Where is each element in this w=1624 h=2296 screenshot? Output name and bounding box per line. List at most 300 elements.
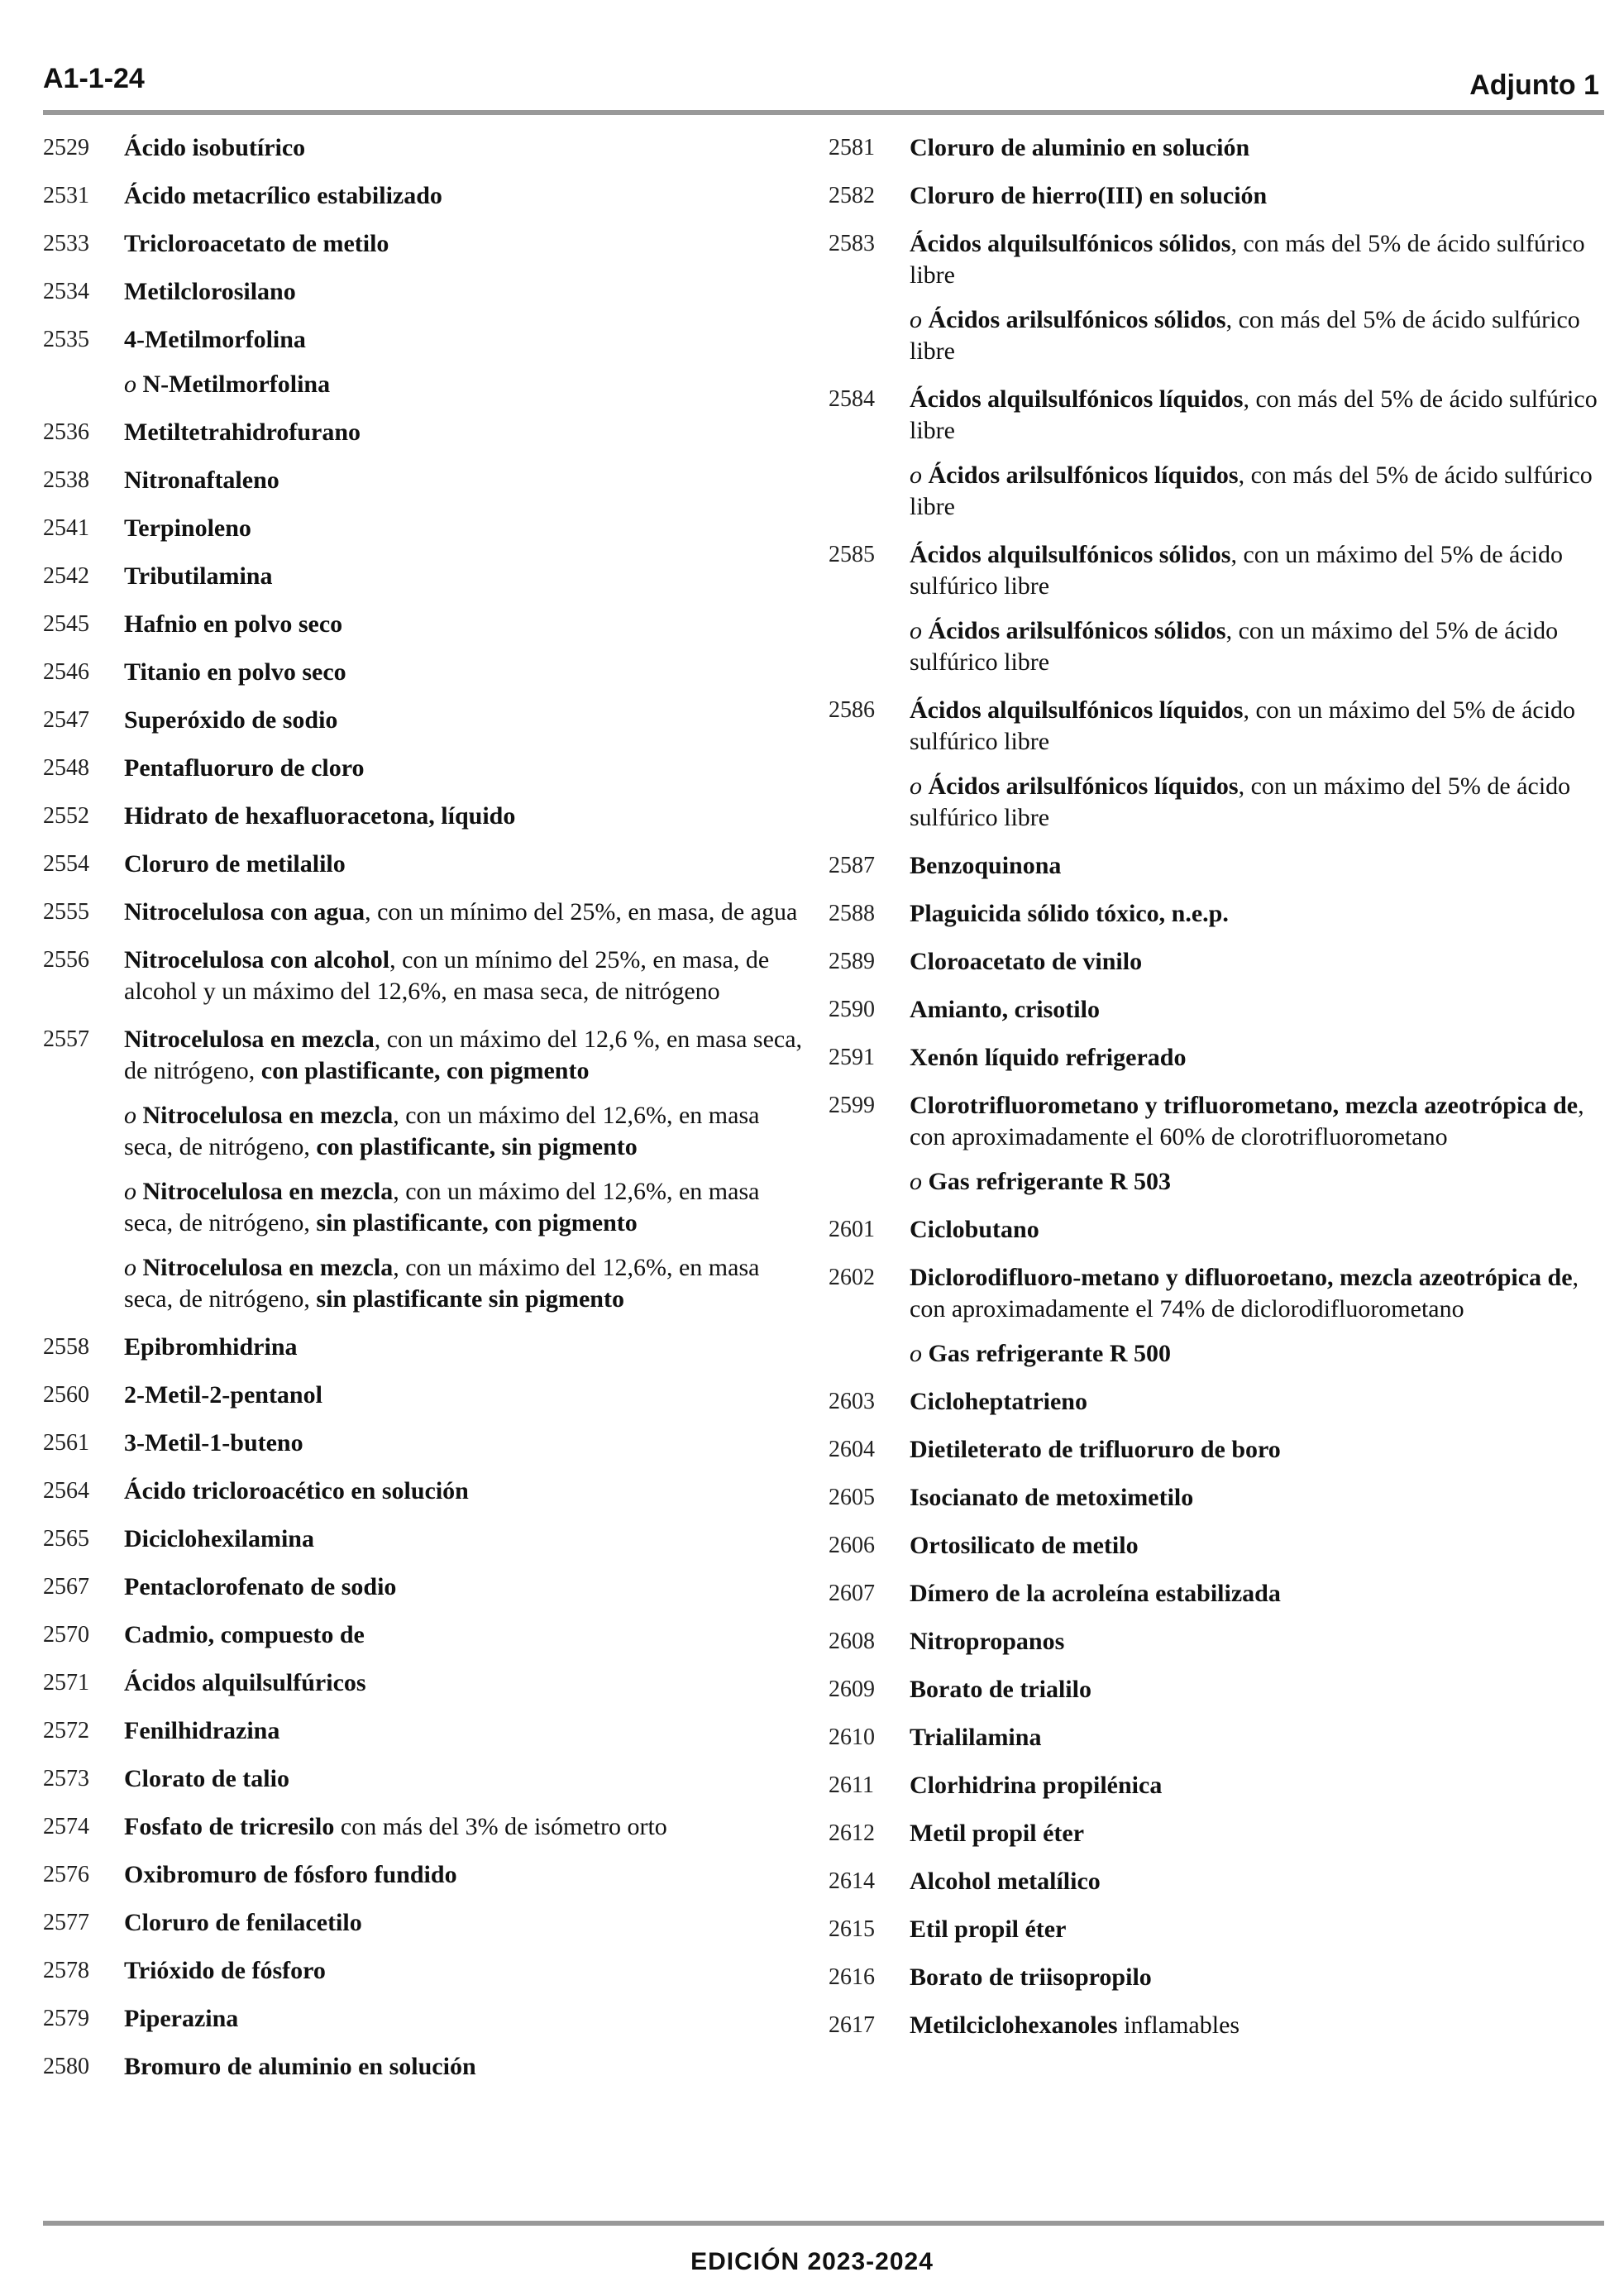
un-entry xyxy=(829,1578,1598,1610)
alt-connector: o xyxy=(124,371,136,398)
un-number xyxy=(829,460,910,523)
substance-name: Benzoquinona xyxy=(910,852,1062,879)
substance-name: Nitrocelulosa en mezcla xyxy=(124,1026,375,1053)
substance-name: Tributilamina xyxy=(124,562,273,590)
substance-name: Dímero de la acroleína estabilizada xyxy=(910,1580,1281,1607)
un-number xyxy=(829,615,910,678)
un-entry xyxy=(43,132,804,164)
substance-name: Oxibromuro de fósforo fundido xyxy=(124,1861,457,1888)
alt-connector: o xyxy=(910,617,922,644)
substance-name: Ácido metacrílico estabilizado xyxy=(124,182,442,209)
un-entry xyxy=(43,1907,804,1939)
un-number: 2601 xyxy=(829,1217,875,1242)
un-number: 2536 xyxy=(43,419,89,445)
un-number: 2561 xyxy=(43,1430,89,1456)
un-entry xyxy=(829,1962,1598,1993)
entry-description xyxy=(910,1626,1598,1657)
substance-name: Pentafluoruro de cloro xyxy=(124,754,365,782)
substance-name: Metilclorosilano xyxy=(124,278,296,305)
un-entry xyxy=(43,228,804,260)
alternate-name-entry xyxy=(43,1252,804,1315)
un-number: 2591 xyxy=(829,1045,875,1070)
un-entry xyxy=(829,1914,1598,1945)
alternate-name-entry xyxy=(43,1176,804,1239)
entry-description xyxy=(910,1214,1598,1246)
un-entry xyxy=(43,945,804,1007)
substance-name: Superóxido de sodio xyxy=(124,706,338,734)
un-number: 2616 xyxy=(829,1964,875,1990)
un-entry xyxy=(829,1722,1598,1753)
alt-connector: o xyxy=(124,1102,136,1129)
substance-name: Pentaclorofenato de sodio xyxy=(124,1573,397,1600)
entry-description xyxy=(124,897,804,928)
substance-name: Alcohol metalílico xyxy=(910,1868,1101,1895)
entry-description xyxy=(910,1042,1598,1074)
substance-name: Borato de trialilo xyxy=(910,1676,1091,1703)
un-entry xyxy=(43,324,804,356)
substance-name: Ácidos arilsulfónicos sólidos xyxy=(928,306,1226,333)
substance-name: Ortosilicato de metilo xyxy=(910,1532,1139,1559)
un-number: 2578 xyxy=(43,1958,89,1983)
un-number xyxy=(43,1176,124,1239)
entry-description xyxy=(124,1763,804,1795)
un-number: 2558 xyxy=(43,1334,89,1360)
un-number xyxy=(43,1252,124,1315)
substance-name: Ácido tricloroacético en solución xyxy=(124,1477,469,1504)
substance-variant: sin plastificante, con pigmento xyxy=(316,1209,638,1236)
un-number: 2590 xyxy=(829,997,875,1022)
entry-description xyxy=(124,705,804,736)
un-entry xyxy=(43,1763,804,1795)
un-number: 2533 xyxy=(43,231,89,256)
entry-description xyxy=(124,417,804,448)
substance-name: Ácidos alquilsulfónicos sólidos xyxy=(910,541,1231,568)
un-number: 2612 xyxy=(829,1820,875,1846)
entry-description xyxy=(124,1332,804,1363)
entry-description xyxy=(910,898,1598,930)
substance-qualifier: , con más del 5% de ácido sulfúrico libre xyxy=(910,306,1580,365)
substance-qualifier: , con más del 5% de ácido sulfúrico libre xyxy=(910,230,1585,289)
un-number: 2538 xyxy=(43,467,89,493)
un-entry xyxy=(829,132,1598,164)
entry-description xyxy=(910,539,1598,602)
un-entry xyxy=(43,609,804,640)
entry-description xyxy=(124,1523,804,1555)
entry-description xyxy=(124,132,804,164)
un-number: 2554 xyxy=(43,851,89,877)
alternate-name-entry xyxy=(829,615,1598,678)
un-number: 2585 xyxy=(829,542,875,567)
entry-description xyxy=(124,228,804,260)
substance-name: Ácidos alquilsulfónicos líquidos xyxy=(910,696,1244,724)
un-entry xyxy=(43,849,804,880)
un-entry xyxy=(43,417,804,448)
un-number: 2584 xyxy=(829,386,875,412)
entry-description xyxy=(910,1578,1598,1610)
un-entry xyxy=(829,1818,1598,1849)
alternate-name-entry xyxy=(43,369,804,400)
entry-description xyxy=(910,1482,1598,1514)
un-number: 2580 xyxy=(43,2054,89,2079)
substance-qualifier: , con más del 5% de ácido sulfúrico libre xyxy=(910,385,1598,444)
entry-description xyxy=(910,1770,1598,1801)
un-number: 2609 xyxy=(829,1677,875,1702)
un-number: 2603 xyxy=(829,1389,875,1414)
un-entry xyxy=(829,1090,1598,1153)
entry-description xyxy=(124,1907,804,1939)
substance-qualifier: , con aproximadamente el 60% de clorotrifluorometano xyxy=(910,1092,1584,1150)
entry-description xyxy=(124,2051,804,2083)
un-number: 2599 xyxy=(829,1093,875,1118)
substance-name: Trióxido de fósforo xyxy=(124,1957,326,1984)
substance-name: 2-Metil-2-pentanol xyxy=(124,1381,322,1409)
entry-description xyxy=(910,1866,1598,1897)
un-number: 2573 xyxy=(43,1766,89,1791)
entry-description xyxy=(124,849,804,880)
entry-description xyxy=(910,1262,1598,1325)
un-number xyxy=(829,771,910,834)
substance-name: Cloroacetato de vinilo xyxy=(910,948,1143,975)
un-number: 2579 xyxy=(43,2006,89,2031)
un-entry xyxy=(829,1482,1598,1514)
entry-description xyxy=(910,1914,1598,1945)
substance-name: Nitrocelulosa con alcohol xyxy=(124,946,390,973)
un-entry xyxy=(43,1859,804,1891)
un-entry xyxy=(43,897,804,928)
un-number: 2542 xyxy=(43,563,89,589)
un-number: 2614 xyxy=(829,1868,875,1894)
left-column xyxy=(43,132,804,2099)
un-number: 2555 xyxy=(43,899,89,925)
alt-connector: o xyxy=(124,1178,136,1205)
entry-description xyxy=(124,1571,804,1603)
entry-description xyxy=(910,1434,1598,1466)
entry-description xyxy=(910,384,1598,447)
un-number: 2531 xyxy=(43,183,89,208)
un-number xyxy=(43,1100,124,1163)
entry-description xyxy=(124,180,804,212)
un-number: 2589 xyxy=(829,949,875,974)
substance-name: Piperazina xyxy=(124,2005,239,2032)
entry-description xyxy=(910,1166,1598,1198)
substance-name: Fosfato de tricresilo xyxy=(124,1813,335,1840)
footer-divider xyxy=(43,2221,1604,2226)
entry-description xyxy=(910,1722,1598,1753)
substance-name: Dietileterato de trifluoruro de boro xyxy=(910,1436,1281,1463)
substance-name: Cloruro de aluminio en solución xyxy=(910,134,1250,161)
substance-name: 3-Metil-1-buteno xyxy=(124,1429,303,1457)
entry-description xyxy=(124,609,804,640)
substance-name: Titanio en polvo seco xyxy=(124,658,346,686)
substance-name: Bromuro de aluminio en solución xyxy=(124,2053,476,2080)
substance-qualifier: , con un mínimo del 25%, en masa, de alcohol y un máximo del 12,6%, en masa seca, de nitrógeno xyxy=(124,946,770,1005)
un-entry xyxy=(43,180,804,212)
entry-description xyxy=(910,695,1598,758)
substance-name: Metiltetrahidrofurano xyxy=(124,419,361,446)
substance-name: Metilciclohexanoles xyxy=(910,2011,1118,2039)
alternate-name-entry xyxy=(43,1100,804,1163)
un-number xyxy=(829,1166,910,1198)
substance-name: Ácidos alquilsulfónicos líquidos xyxy=(910,385,1244,413)
substance-name: Nitrocelulosa en mezcla xyxy=(142,1102,394,1129)
edition-footer: EDICIÓN 2023-2024 xyxy=(690,2248,934,2275)
entry-description xyxy=(124,561,804,592)
un-entry xyxy=(43,801,804,832)
substance-name: Cadmio, compuesto de xyxy=(124,1621,365,1648)
entry-description xyxy=(910,228,1598,291)
substance-qualifier: , con aproximadamente el 74% de diclorodifluorometano xyxy=(910,1264,1579,1323)
entry-description xyxy=(124,1619,804,1651)
un-number: 2545 xyxy=(43,611,89,637)
entry-description xyxy=(910,615,1598,678)
page-code: A1-1-24 xyxy=(43,63,145,94)
un-entry xyxy=(43,465,804,496)
un-entry xyxy=(43,1667,804,1699)
alt-connector: o xyxy=(910,462,922,489)
entry-description xyxy=(910,460,1598,523)
substance-name: 4-Metilmorfolina xyxy=(124,326,306,353)
entry-description xyxy=(124,1811,804,1843)
un-number: 2607 xyxy=(829,1581,875,1606)
header-divider xyxy=(43,110,1604,115)
un-number: 2541 xyxy=(43,515,89,541)
entry-description xyxy=(124,1176,804,1239)
entry-description xyxy=(910,1530,1598,1562)
un-entry xyxy=(829,1214,1598,1246)
un-number: 2617 xyxy=(829,2012,875,2038)
un-entry xyxy=(829,1626,1598,1657)
un-entry xyxy=(43,2051,804,2083)
substance-name: Terpinoleno xyxy=(124,514,251,542)
un-number: 2587 xyxy=(829,853,875,878)
substance-name: Clorato de talio xyxy=(124,1765,289,1792)
un-number: 2605 xyxy=(829,1485,875,1510)
un-number: 2571 xyxy=(43,1670,89,1696)
substance-name: Hidrato de hexafluoracetona, líquido xyxy=(124,802,516,830)
un-entry xyxy=(829,850,1598,882)
un-entry xyxy=(43,513,804,544)
entry-description xyxy=(124,465,804,496)
un-entry xyxy=(43,705,804,736)
substance-name: Amianto, crisotilo xyxy=(910,996,1100,1023)
entry-description xyxy=(124,1667,804,1699)
entry-description xyxy=(124,801,804,832)
un-entry xyxy=(829,1770,1598,1801)
substance-name: Tricloroacetato de metilo xyxy=(124,230,389,257)
substance-name: Ácidos arilsulfónicos líquidos xyxy=(928,462,1239,489)
attachment-label: Adjunto 1 xyxy=(1469,69,1599,101)
entry-description xyxy=(910,180,1598,212)
substance-name: Nitrocelulosa en mezcla xyxy=(142,1254,394,1281)
substance-qualifier: , con un mínimo del 25%, en masa, de agua xyxy=(365,898,798,926)
entry-description xyxy=(910,994,1598,1026)
entry-description xyxy=(910,1962,1598,1993)
alternate-name-entry xyxy=(829,1338,1598,1370)
un-entry xyxy=(829,228,1598,291)
substance-name: Borato de triisopropilo xyxy=(910,1964,1152,1991)
un-number: 2610 xyxy=(829,1724,875,1750)
entry-description xyxy=(124,1859,804,1891)
right-column xyxy=(829,132,1598,2058)
un-entry xyxy=(829,539,1598,602)
substance-name: Cloruro de metilalilo xyxy=(124,850,346,878)
substance-name: Diciclohexilamina xyxy=(124,1525,314,1552)
un-number: 2576 xyxy=(43,1862,89,1887)
substance-name: Plaguicida sólido tóxico, n.e.p. xyxy=(910,900,1229,927)
substance-qualifier: inflamables xyxy=(1117,2011,1240,2039)
substance-variant: sin plastificante sin pigmento xyxy=(316,1285,624,1313)
entry-description xyxy=(124,1428,804,1459)
un-number: 2602 xyxy=(829,1265,875,1290)
entry-description xyxy=(124,945,804,1007)
un-entry xyxy=(43,1619,804,1651)
entry-description xyxy=(124,1380,804,1411)
un-number xyxy=(829,1338,910,1370)
un-number: 2582 xyxy=(829,183,875,208)
entry-description xyxy=(910,1818,1598,1849)
substance-qualifier: con más del 3% de isómetro orto xyxy=(334,1813,667,1840)
un-number: 2577 xyxy=(43,1910,89,1935)
alt-connector: o xyxy=(910,1340,922,1367)
un-entry xyxy=(43,1955,804,1987)
substance-name: Cicloheptatrieno xyxy=(910,1388,1087,1415)
un-number: 2552 xyxy=(43,803,89,829)
substance-qualifier: , con un máximo del 5% de ácido sulfúrico libre xyxy=(910,541,1564,600)
substance-qualifier: , con un máximo del 12,6%, en masa seca, de nitrógeno, xyxy=(124,1178,760,1236)
un-entry xyxy=(43,1715,804,1747)
entry-description xyxy=(124,753,804,784)
un-number: 2535 xyxy=(43,327,89,352)
un-number: 2564 xyxy=(43,1478,89,1504)
alternate-name-entry xyxy=(829,771,1598,834)
substance-name: Ácidos alquilsulfúricos xyxy=(124,1669,366,1696)
substance-name: Ciclobutano xyxy=(910,1216,1039,1243)
entry-description xyxy=(124,1955,804,1987)
substance-qualifier: , con un máximo del 12,6%, en masa seca, de nitrógeno, xyxy=(124,1254,760,1313)
entry-description xyxy=(910,132,1598,164)
un-entry xyxy=(829,946,1598,978)
un-entry xyxy=(43,1571,804,1603)
alt-connector: o xyxy=(124,1254,136,1281)
un-number: 2529 xyxy=(43,135,89,160)
entry-description xyxy=(124,1252,804,1315)
substance-name: Gas refrigerante R 500 xyxy=(928,1340,1172,1367)
substance-qualifier: , con un máximo del 5% de ácido sulfúrico libre xyxy=(910,696,1576,755)
un-entry xyxy=(43,1024,804,1087)
un-entry xyxy=(829,994,1598,1026)
un-number: 2548 xyxy=(43,755,89,781)
un-number: 2583 xyxy=(829,231,875,256)
un-entry xyxy=(829,1674,1598,1705)
entry-description xyxy=(910,771,1598,834)
substance-name: Clorotrifluorometano y trifluorometano, mezcla azeotrópica de xyxy=(910,1092,1579,1119)
un-number: 2608 xyxy=(829,1629,875,1654)
substance-name: Nitropropanos xyxy=(910,1628,1065,1655)
substance-name: N-Metilmorfolina xyxy=(142,371,331,398)
alt-connector: o xyxy=(910,1168,922,1195)
entry-description xyxy=(124,324,804,356)
un-entry xyxy=(43,1523,804,1555)
substance-name: Ácidos arilsulfónicos líquidos xyxy=(928,773,1239,800)
un-entry xyxy=(829,695,1598,758)
alt-connector: o xyxy=(910,773,922,800)
substance-name: Diclorodifluoro-metano y difluoroetano, mezcla azeotrópica de xyxy=(910,1264,1573,1291)
un-entry xyxy=(829,384,1598,447)
un-entry xyxy=(43,657,804,688)
substance-name: Gas refrigerante R 503 xyxy=(928,1168,1172,1195)
entry-description xyxy=(910,1386,1598,1418)
un-number: 2604 xyxy=(829,1437,875,1462)
entry-description xyxy=(124,1715,804,1747)
un-entry xyxy=(829,1386,1598,1418)
substance-variant: con plastificante, con pigmento xyxy=(260,1057,590,1084)
substance-name: Cloruro de fenilacetilo xyxy=(124,1909,362,1936)
entry-description xyxy=(124,1100,804,1163)
un-number: 2567 xyxy=(43,1574,89,1600)
substance-name: Ácidos alquilsulfónicos sólidos xyxy=(910,230,1231,257)
substance-name: Epibromhidrina xyxy=(124,1333,298,1361)
un-entry xyxy=(43,561,804,592)
un-entry xyxy=(829,1434,1598,1466)
substance-name: Ácidos arilsulfónicos sólidos xyxy=(928,617,1226,644)
substance-name: Ácido isobutírico xyxy=(124,134,306,161)
alt-connector: o xyxy=(910,306,922,333)
substance-qualifier: , con más del 5% de ácido sulfúrico libre xyxy=(910,462,1593,520)
un-number: 2574 xyxy=(43,1814,89,1839)
alternate-name-entry xyxy=(829,460,1598,523)
substance-qualifier: , con un máximo del 12,6 %, en masa seca, de nitrógeno, xyxy=(124,1026,803,1084)
un-number: 2556 xyxy=(43,947,89,973)
substance-name: Trialilamina xyxy=(910,1724,1042,1751)
substance-name: Etil propil éter xyxy=(910,1916,1067,1943)
alternate-name-entry xyxy=(829,1166,1598,1198)
substance-name: Isocianato de metoximetilo xyxy=(910,1484,1194,1511)
entry-description xyxy=(124,657,804,688)
substance-name: Cloruro de hierro(III) en solución xyxy=(910,182,1268,209)
un-number xyxy=(43,369,124,400)
entry-description xyxy=(910,946,1598,978)
un-entry xyxy=(829,2010,1598,2041)
substance-name: Nitronaftaleno xyxy=(124,466,279,494)
un-number: 2611 xyxy=(829,1772,874,1798)
un-entry xyxy=(829,1262,1598,1325)
entry-description xyxy=(910,304,1598,367)
substance-qualifier: , con un máximo del 12,6%, en masa seca, de nitrógeno, xyxy=(124,1102,760,1160)
substance-name: Fenilhidrazina xyxy=(124,1717,280,1744)
un-entry xyxy=(43,1380,804,1411)
substance-name: Metil propil éter xyxy=(910,1820,1085,1847)
entry-description xyxy=(910,850,1598,882)
un-number: 2534 xyxy=(43,279,89,304)
un-entry xyxy=(43,2003,804,2035)
entry-description xyxy=(910,1674,1598,1705)
substance-name: Xenón líquido refrigerado xyxy=(910,1044,1187,1071)
substance-qualifier: , con un máximo del 5% de ácido sulfúrico libre xyxy=(910,617,1559,676)
entry-description xyxy=(910,2010,1598,2041)
un-number xyxy=(829,304,910,367)
entry-description xyxy=(124,513,804,544)
un-entry xyxy=(43,1428,804,1459)
un-entry xyxy=(829,1530,1598,1562)
entry-description xyxy=(124,1476,804,1507)
un-number: 2560 xyxy=(43,1382,89,1408)
un-number: 2586 xyxy=(829,697,875,723)
un-number: 2546 xyxy=(43,659,89,685)
alternate-name-entry xyxy=(829,304,1598,367)
substance-qualifier: , con un máximo del 5% de ácido sulfúrico libre xyxy=(910,773,1571,831)
un-entry xyxy=(829,1042,1598,1074)
entry-description xyxy=(124,276,804,308)
